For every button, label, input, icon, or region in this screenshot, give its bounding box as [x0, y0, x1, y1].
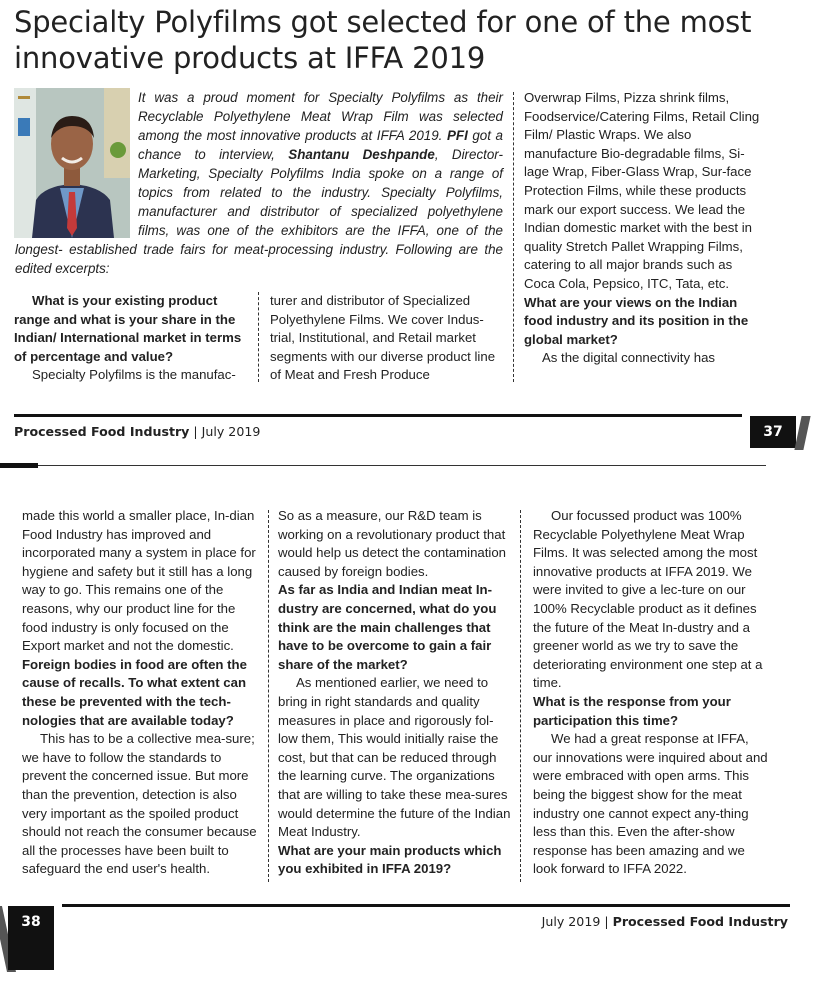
- pfi-label: PFI: [446, 128, 468, 143]
- answer: Our focussed product was 100% Recyclable Polyethylene Meat Wrap Films. It was selected among the most innovative products at IFFA 2019. We were invited to give a lec-ture on our 100% Recyclable product as it defines the future of the Meat In-dustry and a greener world as we try to save the deteriorating environment one step at a time.: [533, 508, 763, 691]
- magazine-name: Processed Food Industry: [14, 424, 190, 439]
- page-number-slash: [794, 416, 810, 450]
- magazine-name: Processed Food Industry: [612, 914, 788, 929]
- issue-date: July 2019 |: [541, 914, 613, 929]
- column-divider: [258, 292, 259, 382]
- issue-date: | July 2019: [189, 424, 261, 439]
- page38-footer: [542, 914, 788, 929]
- answer: As the digital connectivity has: [542, 350, 715, 366]
- article-title: Specialty Polyfilms got selected for one of the most innovative products at IFFA 2019: [14, 5, 752, 75]
- header-rule-accent: [0, 463, 38, 468]
- page-number-38: 38: [8, 906, 54, 970]
- intro-paragraph: [15, 88, 503, 278]
- answer: We had a great response at IFFA, our innovations were inquired about and were embraced with open arms. This being the biggest show for the meat industry one cannot expect any-thing less than this. Even the after-show response has been amazing and we look forward to IFFA 2022.: [533, 731, 768, 877]
- question: What are your main products which you exhibited in IFFA 2019?: [278, 842, 502, 877]
- answer: made this world a smaller place, In-dian Food Industry has improved and incorporated many a system in place for hygiene and safety but it still has a long way to go. This remains one of the reasons, why our product line for the food industry is only focused on the Export market and not the domestic.: [22, 508, 256, 654]
- p37-column-3: [524, 89, 762, 368]
- answer: As mentioned earlier, we need to bring in right standards and quality measures in place and rigorously fol-low them, This would initially raise the cost, but that can be reduced through the learning curve. The organizations that are willing to take these mea-sures would determine the future of the Indian Meat Industry.: [278, 675, 511, 840]
- question: What is the response from your participation this time?: [533, 693, 731, 728]
- header-rule: [0, 465, 766, 466]
- answer: Specialty Polyfilms is the manufac-: [32, 367, 236, 383]
- p38-column-2: [278, 507, 512, 879]
- footer-rule: [14, 414, 742, 417]
- question: As far as India and Indian meat In-dustry are concerned, what do you think are the main challenges that have to be overcome to gain a fair share of the market?: [278, 582, 497, 672]
- column-divider: [520, 510, 521, 882]
- page37-footer: [14, 424, 260, 439]
- p37-column-1: [14, 292, 250, 385]
- p38-column-3: [533, 507, 769, 879]
- question: What are your views on the Indian food industry and its position in the global market?: [524, 294, 749, 347]
- answer: This has to be a collective mea-sure; we have to follow the standards to prevent the concerned issue. But more than the prevention, detection is also very important as the spoiled product should not reach the consumer because all the processes have been built to safeguard the end user's health.: [22, 731, 257, 877]
- question: Foreign bodies in food are often the cause of recalls. To what extent can these be prevented with the tech-nologies that are available today?: [22, 656, 247, 728]
- p37-column-2: [270, 292, 506, 385]
- p38-column-1: [22, 507, 258, 879]
- page-number-37: 37: [750, 416, 796, 448]
- intro-text: , Director-Marketing, Specialty Polyfilms India spoke on a range of topics from related to the industry. Specialty Polyfilms, manufacturer and distributor of specialized polyethylene films, was one of the exhibitors are the IFFA, one of the longest- established trade fairs for meat-processing industry. Following are the edited excerpts:: [15, 147, 503, 276]
- answer: So as a measure, our R&D team is working on a revolutionary product that would help us detect the contamination caused by foreign bodies.: [278, 508, 506, 579]
- column-divider: [513, 92, 514, 382]
- column-divider: [268, 510, 269, 882]
- answer: Overwrap Films, Pizza shrink films, Foodservice/Catering Films, Retail Cling Film/ Plastic Wraps. We also manufacture Bio-degradable films, Si-lage Wrap, Fiber-Glass Wrap, Sur-face Protection Films, while these products mark our export success. We lead the Indian domestic market with the best in quality Stretch Pallet Wrapping Films, catering to all major brands such as Coca Cola, Pepsico, ITC, Tata, etc.: [524, 90, 760, 291]
- intro-text: It was a proud moment for Specialty Polyfilms as their Recyclable Polyethylene Meat Wrap Film was selected among the most innovative products at IFFA 2019.: [138, 90, 503, 143]
- intro-text: got a chance to interview,: [138, 128, 503, 162]
- question: What is your existing product range and what is your share in the Indian/ International market in terms of percentage and value?: [14, 293, 242, 364]
- answer: turer and distributor of Specialized Polyethylene Films. We cover Indus-trial, Institutional, and Retail market segments with our diverse product line of Meat and Fresh Produce: [270, 293, 496, 383]
- footer-rule: [62, 904, 790, 907]
- photo-spacer: [15, 88, 138, 240]
- interviewee-name: Shantanu Deshpande: [288, 147, 435, 162]
